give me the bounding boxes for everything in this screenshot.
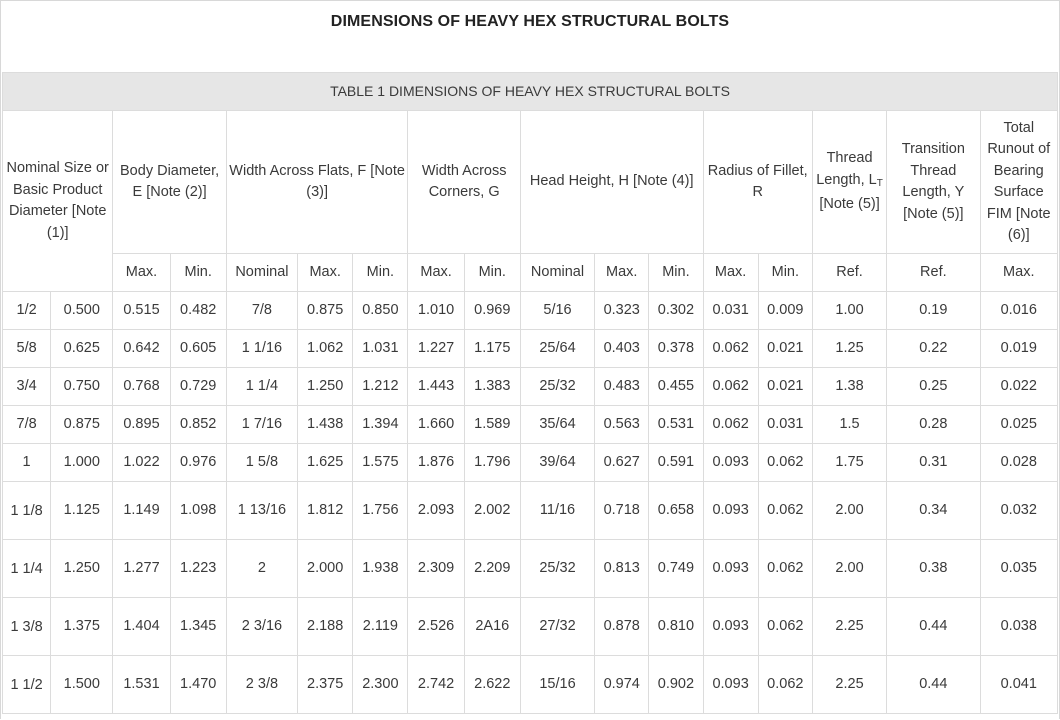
cell-total-runout: 0.028	[980, 444, 1057, 482]
subheader-e-min: Min.	[170, 254, 226, 292]
header-body-diameter: Body Diameter, E [Note (2)]	[113, 111, 226, 254]
cell-f-nominal: 2	[226, 540, 297, 598]
cell-r-max: 0.093	[703, 598, 758, 656]
cell-h-nominal: 11/16	[520, 482, 594, 540]
cell-r-min: 0.062	[758, 444, 812, 482]
cell-total-runout: 0.041	[980, 656, 1057, 714]
cell-e-max: 1.404	[113, 598, 170, 656]
cell-transition-thread: 0.28	[887, 406, 980, 444]
subheader-e-max: Max.	[113, 254, 170, 292]
cell-g-min: 1.175	[464, 330, 520, 368]
cell-g-max: 2.093	[408, 482, 464, 540]
cell-e-max: 0.768	[113, 368, 170, 406]
cell-e-min: 0.976	[170, 444, 226, 482]
header-head-height: Head Height, H [Note (4)]	[520, 111, 703, 254]
cell-e-max: 0.642	[113, 330, 170, 368]
cell-h-nominal: 15/16	[520, 656, 594, 714]
cell-thread-length: 1.25	[812, 330, 886, 368]
cell-thread-length: 1.75	[812, 444, 886, 482]
cell-r-max: 0.062	[703, 406, 758, 444]
subheader-h-nominal: Nominal	[520, 254, 594, 292]
cell-nominal-decimal: 1.500	[51, 656, 113, 714]
cell-r-min: 0.062	[758, 482, 812, 540]
cell-thread-length: 1.00	[812, 292, 886, 330]
cell-h-max: 0.563	[595, 406, 649, 444]
subheader-f-max: Max.	[298, 254, 353, 292]
cell-f-nominal: 1 1/16	[226, 330, 297, 368]
cell-nominal-decimal: 0.750	[51, 368, 113, 406]
cell-f-nominal: 1 5/8	[226, 444, 297, 482]
cell-e-max: 0.895	[113, 406, 170, 444]
cell-f-max: 2.375	[298, 656, 353, 714]
cell-transition-thread: 0.38	[887, 540, 980, 598]
cell-f-max: 1.062	[298, 330, 353, 368]
cell-nominal-fraction: 5/8	[3, 330, 51, 368]
cell-e-max: 0.515	[113, 292, 170, 330]
cell-total-runout: 0.035	[980, 540, 1057, 598]
cell-h-max: 0.627	[595, 444, 649, 482]
cell-transition-thread: 0.22	[887, 330, 980, 368]
header-width-across-flats: Width Across Flats, F [Note (3)]	[226, 111, 408, 254]
cell-transition-thread: 0.19	[887, 292, 980, 330]
table-row	[3, 292, 1058, 330]
thread-length-subscript: T	[876, 177, 883, 189]
cell-nominal-fraction: 1	[3, 444, 51, 482]
cell-f-min: 1.031	[353, 330, 408, 368]
subheader-g-max: Max.	[408, 254, 464, 292]
cell-e-min: 1.098	[170, 482, 226, 540]
cell-f-min: 0.850	[353, 292, 408, 330]
cell-e-min: 1.470	[170, 656, 226, 714]
cell-f-max: 1.438	[298, 406, 353, 444]
cell-r-max: 0.093	[703, 444, 758, 482]
cell-f-min: 1.756	[353, 482, 408, 540]
cell-e-min: 0.729	[170, 368, 226, 406]
cell-r-max: 0.093	[703, 482, 758, 540]
cell-g-min: 2.002	[464, 482, 520, 540]
cell-h-max: 0.483	[595, 368, 649, 406]
cell-h-nominal: 35/64	[520, 406, 594, 444]
header-thread-length	[812, 111, 886, 254]
cell-nominal-fraction: 1 1/2	[3, 656, 51, 714]
subheader-r-max: Max.	[703, 254, 758, 292]
cell-f-max: 2.000	[298, 540, 353, 598]
cell-total-runout: 0.038	[980, 598, 1057, 656]
cell-g-max: 2.309	[408, 540, 464, 598]
cell-g-min: 2.209	[464, 540, 520, 598]
subheader-lt-ref: Ref.	[812, 254, 886, 292]
cell-thread-length: 2.00	[812, 540, 886, 598]
cell-r-min: 0.021	[758, 330, 812, 368]
subheader-y-ref: Ref.	[887, 254, 980, 292]
cell-h-min: 0.531	[649, 406, 703, 444]
cell-r-max: 0.093	[703, 656, 758, 714]
cell-g-min: 1.383	[464, 368, 520, 406]
cell-thread-length: 2.25	[812, 656, 886, 714]
cell-nominal-decimal: 1.250	[51, 540, 113, 598]
cell-nominal-fraction: 7/8	[3, 406, 51, 444]
cell-h-nominal: 39/64	[520, 444, 594, 482]
cell-h-max: 0.974	[595, 656, 649, 714]
subheader-f-min: Min.	[353, 254, 408, 292]
cell-r-min: 0.062	[758, 656, 812, 714]
subheader-h-min: Min.	[649, 254, 703, 292]
dimensions-table	[2, 72, 1058, 714]
cell-thread-length: 2.00	[812, 482, 886, 540]
table-caption: TABLE 1 DIMENSIONS OF HEAVY HEX STRUCTURAL BOLTS	[3, 73, 1058, 111]
cell-f-nominal: 2 3/16	[226, 598, 297, 656]
cell-e-max: 1.022	[113, 444, 170, 482]
cell-e-min: 0.852	[170, 406, 226, 444]
cell-total-runout: 0.022	[980, 368, 1057, 406]
header-width-across-corners: Width Across Corners, G	[408, 111, 520, 254]
table-row	[3, 540, 1058, 598]
table-row	[3, 444, 1058, 482]
cell-nominal-decimal: 0.625	[51, 330, 113, 368]
cell-g-min: 0.969	[464, 292, 520, 330]
cell-nominal-fraction: 3/4	[3, 368, 51, 406]
cell-r-min: 0.009	[758, 292, 812, 330]
cell-r-max: 0.062	[703, 368, 758, 406]
header-nominal-size: Nominal Size or Basic Product Diameter [Note (1)]	[3, 111, 113, 292]
cell-h-max: 0.878	[595, 598, 649, 656]
cell-e-max: 1.277	[113, 540, 170, 598]
table-row	[3, 330, 1058, 368]
cell-f-max: 1.250	[298, 368, 353, 406]
header-total-runout: Total Runout of Bearing Surface FIM [Note (6)]	[980, 111, 1057, 254]
cell-f-max: 2.188	[298, 598, 353, 656]
cell-f-max: 1.812	[298, 482, 353, 540]
cell-h-max: 0.323	[595, 292, 649, 330]
cell-g-max: 2.526	[408, 598, 464, 656]
cell-nominal-decimal: 0.500	[51, 292, 113, 330]
cell-f-max: 0.875	[298, 292, 353, 330]
cell-f-min: 1.394	[353, 406, 408, 444]
cell-total-runout: 0.025	[980, 406, 1057, 444]
cell-total-runout: 0.032	[980, 482, 1057, 540]
cell-g-min: 2A16	[464, 598, 520, 656]
cell-h-max: 0.813	[595, 540, 649, 598]
cell-f-nominal: 7/8	[226, 292, 297, 330]
cell-r-max: 0.031	[703, 292, 758, 330]
cell-total-runout: 0.016	[980, 292, 1057, 330]
cell-h-min: 0.810	[649, 598, 703, 656]
cell-f-nominal: 1 13/16	[226, 482, 297, 540]
cell-thread-length: 1.38	[812, 368, 886, 406]
cell-transition-thread: 0.34	[887, 482, 980, 540]
table-row	[3, 656, 1058, 714]
cell-h-min: 0.749	[649, 540, 703, 598]
cell-g-max: 2.742	[408, 656, 464, 714]
cell-f-nominal: 1 7/16	[226, 406, 297, 444]
cell-transition-thread: 0.44	[887, 656, 980, 714]
cell-f-min: 1.938	[353, 540, 408, 598]
cell-g-max: 1.660	[408, 406, 464, 444]
subheader-g-min: Min.	[464, 254, 520, 292]
cell-transition-thread: 0.31	[887, 444, 980, 482]
cell-r-max: 0.062	[703, 330, 758, 368]
cell-transition-thread: 0.44	[887, 598, 980, 656]
cell-h-min: 0.302	[649, 292, 703, 330]
cell-nominal-decimal: 1.375	[51, 598, 113, 656]
cell-r-min: 0.062	[758, 598, 812, 656]
cell-nominal-decimal: 0.875	[51, 406, 113, 444]
cell-g-max: 1.443	[408, 368, 464, 406]
cell-g-max: 1.010	[408, 292, 464, 330]
cell-h-nominal: 25/32	[520, 368, 594, 406]
cell-g-min: 1.589	[464, 406, 520, 444]
cell-h-nominal: 27/32	[520, 598, 594, 656]
cell-nominal-fraction: 1 3/8	[3, 598, 51, 656]
cell-e-min: 0.605	[170, 330, 226, 368]
cell-total-runout: 0.019	[980, 330, 1057, 368]
cell-h-min: 0.658	[649, 482, 703, 540]
cell-h-min: 0.455	[649, 368, 703, 406]
cell-f-min: 2.119	[353, 598, 408, 656]
cell-e-min: 0.482	[170, 292, 226, 330]
subheader-fim-max: Max.	[980, 254, 1057, 292]
cell-g-max: 1.227	[408, 330, 464, 368]
cell-r-min: 0.062	[758, 540, 812, 598]
cell-nominal-fraction: 1 1/4	[3, 540, 51, 598]
cell-nominal-fraction: 1/2	[3, 292, 51, 330]
table-row	[3, 406, 1058, 444]
cell-r-max: 0.093	[703, 540, 758, 598]
cell-g-max: 1.876	[408, 444, 464, 482]
cell-f-nominal: 1 1/4	[226, 368, 297, 406]
cell-f-nominal: 2 3/8	[226, 656, 297, 714]
subheader-h-max: Max.	[595, 254, 649, 292]
cell-h-min: 0.378	[649, 330, 703, 368]
cell-nominal-fraction: 1 1/8	[3, 482, 51, 540]
header-radius-of-fillet: Radius of Fillet, R	[703, 111, 812, 254]
cell-nominal-decimal: 1.000	[51, 444, 113, 482]
cell-h-min: 0.591	[649, 444, 703, 482]
table-row	[3, 368, 1058, 406]
cell-nominal-decimal: 1.125	[51, 482, 113, 540]
cell-h-nominal: 25/32	[520, 540, 594, 598]
cell-r-min: 0.021	[758, 368, 812, 406]
thread-length-note: [Note (5)]	[819, 196, 880, 213]
subheader-f-nominal: Nominal	[226, 254, 297, 292]
cell-h-max: 0.403	[595, 330, 649, 368]
cell-thread-length: 1.5	[812, 406, 886, 444]
cell-e-min: 1.345	[170, 598, 226, 656]
cell-g-min: 1.796	[464, 444, 520, 482]
cell-g-min: 2.622	[464, 656, 520, 714]
cell-h-max: 0.718	[595, 482, 649, 540]
cell-f-min: 1.212	[353, 368, 408, 406]
table-row	[3, 482, 1058, 540]
cell-e-min: 1.223	[170, 540, 226, 598]
page-title: DIMENSIONS OF HEAVY HEX STRUCTURAL BOLTS	[330, 13, 730, 30]
cell-h-nominal: 5/16	[520, 292, 594, 330]
header-transition-thread: Transition Thread Length, Y [Note (5)]	[887, 111, 980, 254]
cell-h-nominal: 25/64	[520, 330, 594, 368]
cell-f-min: 1.575	[353, 444, 408, 482]
cell-h-min: 0.902	[649, 656, 703, 714]
cell-transition-thread: 0.25	[887, 368, 980, 406]
cell-e-max: 1.531	[113, 656, 170, 714]
cell-f-max: 1.625	[298, 444, 353, 482]
table-row	[3, 598, 1058, 656]
subheader-r-min: Min.	[758, 254, 812, 292]
cell-e-max: 1.149	[113, 482, 170, 540]
thread-length-label: Thread Length, L	[816, 150, 877, 188]
cell-thread-length: 2.25	[812, 598, 886, 656]
cell-f-min: 2.300	[353, 656, 408, 714]
cell-r-min: 0.031	[758, 406, 812, 444]
